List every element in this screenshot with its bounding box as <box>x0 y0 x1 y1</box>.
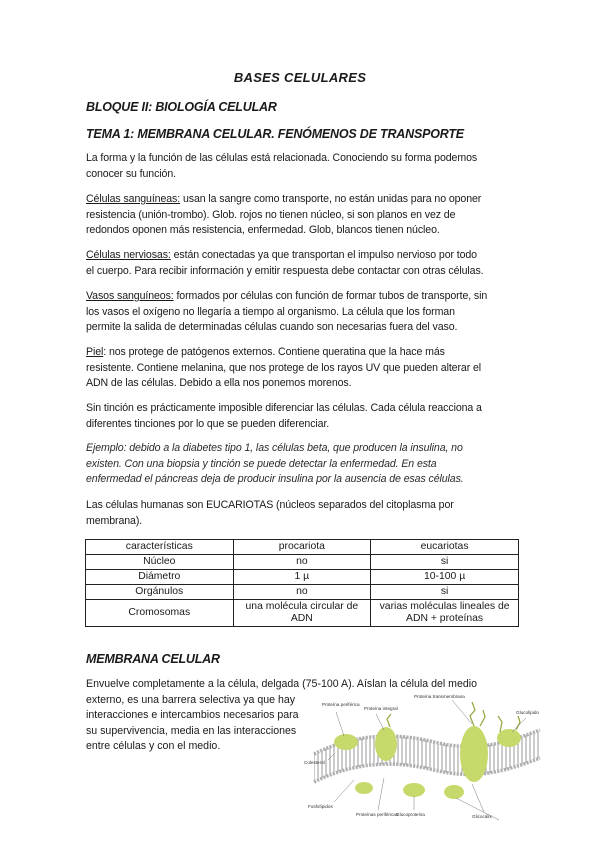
table-cell: Diámetro <box>86 570 234 585</box>
table-cell: varias moléculas lineales de ADN + proteínas <box>371 600 519 627</box>
label-periferica: Proteína periférica <box>322 702 360 707</box>
sanguineas-line: redondos oponen más resistencia, enfermedad. Glob, blancos tienen núcleo. <box>86 224 440 236</box>
membrana-line: interacciones e intercambios necesarios para <box>86 709 299 721</box>
piel-term: Piel <box>86 346 104 358</box>
tema-heading: TEMA 1: MEMBRANA CELULAR. FENÓMENOS DE TRANSPORTE <box>86 127 464 141</box>
table-header: procariota <box>233 540 371 555</box>
vasos-term: Vasos sanguíneos: <box>86 290 174 302</box>
label-colesterol: Colesterol <box>304 760 325 765</box>
peripheral-protein-shape <box>334 734 358 750</box>
table-header: características <box>86 540 234 555</box>
nerviosas-line: el cuerpo. Para recibir información y emitir respuesta debe contactar con otras células. <box>86 264 484 277</box>
label-integral: Proteína integral <box>364 706 398 711</box>
table-row <box>86 555 519 570</box>
table-cell: Cromosomas <box>86 600 234 627</box>
sanguineas-line: Células sanguíneas: usan la sangre como transporte, no están unidas para no oponer <box>86 193 482 205</box>
peripheral-protein-shape <box>444 785 464 799</box>
label-periferica2: Proteínas periféricas <box>356 812 399 817</box>
document-title: BASES CELULARES <box>233 70 367 85</box>
vasos-paragraph <box>86 289 518 336</box>
bloque-heading: BLOQUE II: BIOLOGÍA CELULAR <box>86 100 277 114</box>
vasos-line: permite la salida de determinadas células cuando son necesarias fuera del vaso. <box>86 321 458 333</box>
sanguineas-term: Células sanguíneas: <box>86 193 181 205</box>
label-glucolipido: Glucolípido <box>516 710 539 715</box>
membrana-line: entre células y con el medio. <box>86 740 221 752</box>
table-row <box>86 570 519 585</box>
table-cell: 10-100 µ <box>371 570 519 585</box>
ejemplo-line: Ejemplo: debido a la diabetes tipo 1, las células beta, que producen la insulina, no <box>86 442 463 454</box>
table-cell: Núcleo <box>86 555 234 570</box>
eucariotas-paragraph <box>86 498 518 529</box>
transmembrane-protein-shape <box>460 726 488 782</box>
nerviosas-paragraph <box>86 248 518 279</box>
table-cell: 1 µ <box>233 570 371 585</box>
glycoprotein-chain <box>387 714 391 727</box>
table-cell: una molécula circular de ADN <box>233 600 371 627</box>
table-header-row <box>86 540 519 555</box>
vasos-line: Vasos sanguíneos: formados por células con función de formar tubos de transporte, sin <box>86 290 488 302</box>
ejemplo-line: enfermedad el páncreas deja de producir insulina por la ausencia de esas células. <box>86 473 464 485</box>
piel-line: Piel: nos protege de patógenos externos. Contiene queratina que la hace más <box>86 346 445 358</box>
nerviosas-term: Células nerviosas: <box>86 249 171 261</box>
membrane-diagram <box>304 692 548 842</box>
piel-line: ADN de las células. Debido a ella nos ponemos morenos. <box>86 377 352 389</box>
membrana-line: su supervivencia, media en las interacciones <box>86 724 297 737</box>
eucariotas-line: Las células humanas son EUCARIOTAS (núcleos separados del citoplasma por <box>86 499 454 511</box>
peripheral-protein-shape <box>355 782 373 794</box>
table-row <box>86 600 519 627</box>
label-transmembrana: Proteína transmembrana <box>414 694 465 699</box>
label-glicocalix: Glicocálix <box>472 814 492 819</box>
peripheral-protein-shape <box>403 783 425 797</box>
table-cell: si <box>371 555 519 570</box>
nerviosas-line: Células nerviosas: están conectadas ya que transportan el impulso nervioso por todo <box>86 249 477 261</box>
eucariotas-line: membrana). <box>86 514 143 527</box>
intro-line: La forma y la función de las células está relacionada. Conociendo su forma podemos <box>86 152 478 164</box>
intro-line: conocer su función. <box>86 167 176 180</box>
table-cell: si <box>371 585 519 600</box>
table-header: eucariotas <box>371 540 519 555</box>
ejemplo-line: existen. Con una biopsia y tinción se puede detectar la enfermedad. En esta <box>86 457 437 470</box>
glycocalyx-chain <box>470 702 485 726</box>
tincion-paragraph <box>86 401 518 432</box>
table-row <box>86 585 519 600</box>
label-glucoproteina: Glucoproteína <box>396 812 425 817</box>
comparison-table <box>85 539 519 627</box>
membrana-heading: MEMBRANA CELULAR <box>86 652 220 666</box>
tincion-line: Sin tinción es prácticamente imposible diferenciar las células. Cada célula reacciona a <box>86 402 482 414</box>
piel-line: resistente. Contiene melanina, que nos protege de los rayos UV que pueden alterar el <box>86 361 482 374</box>
table-cell: no <box>233 555 371 570</box>
sanguineas-line: resistencia (unión-trombo). Glob. rojos no tienen núcleo, si son planos en vez de <box>86 208 456 221</box>
vasos-line: los vasos el oxígeno no llegaría a tiempo al organismo. La célula que los forman <box>86 305 455 318</box>
label-fosfolipidos: Fosfolípidos <box>308 804 333 809</box>
integral-protein-shape <box>375 727 397 761</box>
ejemplo-paragraph <box>86 441 518 488</box>
intro-paragraph <box>86 151 518 182</box>
sanguineas-paragraph <box>86 192 518 239</box>
piel-paragraph <box>86 345 518 392</box>
table-cell: no <box>233 585 371 600</box>
table-cell: Orgánulos <box>86 585 234 600</box>
membrana-line: Envuelve completamente a la célula, delgada (75-100 A). Aíslan la célula del medio <box>86 678 478 690</box>
membrana-line: externo, es una barrera selectiva ya que hay <box>86 693 296 706</box>
tincion-line: diferentes tinciones por lo que se pueden diferenciar. <box>86 417 330 430</box>
